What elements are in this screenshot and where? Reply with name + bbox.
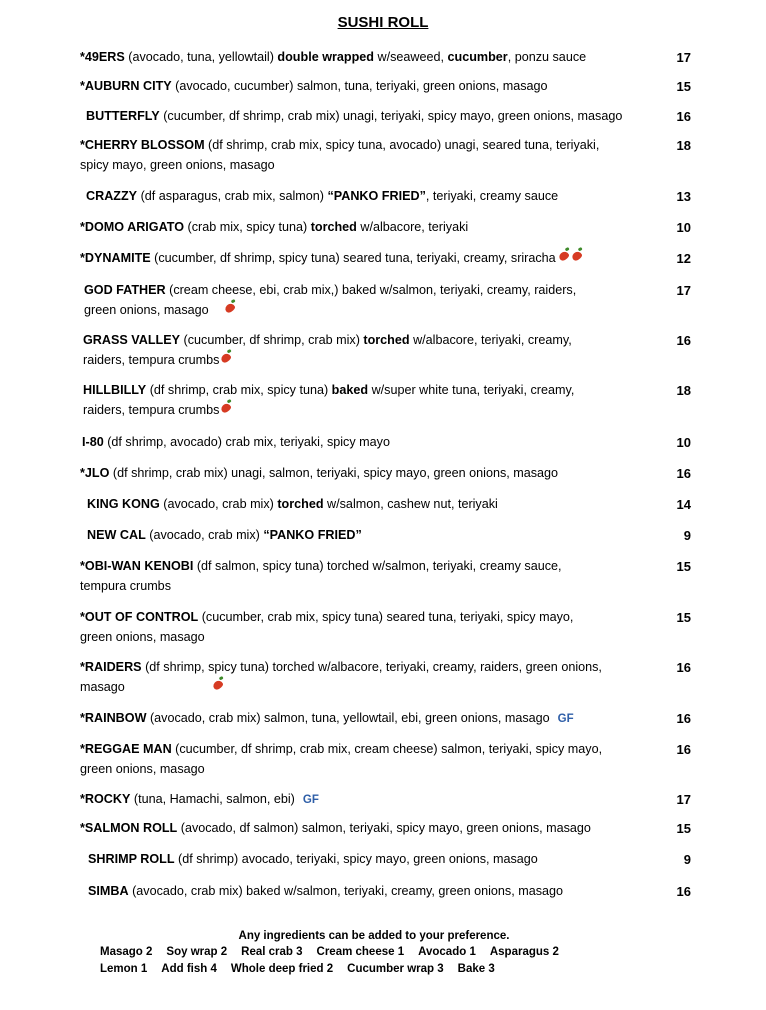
menu-item-price: 12 bbox=[676, 251, 691, 266]
menu-item-name: *RAINBOW bbox=[80, 711, 147, 725]
menu-item-text: w/super white tuna, teriyaki, creamy, bbox=[368, 383, 575, 397]
menu-item-text: (avocado, crab mix) bbox=[145, 528, 264, 542]
menu-item-text: (avocado, crab mix) bbox=[159, 497, 278, 511]
menu-item-price: 16 bbox=[676, 109, 691, 124]
menu-item-text: (cucumber, crab mix, spicy tuna) seared tuna, teriyaki, spicy mayo, bbox=[198, 610, 574, 624]
menu-item-description bbox=[87, 526, 362, 546]
menu-item-price: 15 bbox=[676, 821, 691, 836]
menu-item-text: (cucumber, df shrimp, spicy tuna) seared tuna, teriyaki, creamy, sriracha bbox=[150, 251, 556, 265]
menu-item-price: 16 bbox=[676, 711, 691, 726]
menu-item-description bbox=[80, 464, 558, 484]
menu-item-name: NEW CAL bbox=[87, 528, 146, 542]
menu-item-description bbox=[87, 495, 498, 515]
menu-item-name: HILLBILLY bbox=[83, 383, 147, 397]
menu-item-text: w/albacore, teriyaki bbox=[356, 220, 469, 234]
menu-item-name: I-80 bbox=[82, 435, 104, 449]
add-on-option: Masago 2 bbox=[100, 946, 153, 958]
menu-item-text: torched bbox=[310, 220, 357, 234]
menu-item-text: baked bbox=[331, 383, 369, 397]
menu-item-description bbox=[80, 608, 573, 647]
menu-item-name: GRASS VALLEY bbox=[83, 333, 181, 347]
menu-item-name: CRAZZY bbox=[86, 189, 138, 203]
menu-item-price: 16 bbox=[676, 884, 691, 899]
menu-item-description bbox=[82, 433, 390, 453]
add-on-option: Asparagus 2 bbox=[489, 946, 559, 958]
add-on-option: Avocado 1 bbox=[418, 946, 476, 958]
menu-item-text: w/salmon, cashew nut, teriyaki bbox=[323, 497, 498, 511]
menu-item-description bbox=[80, 790, 319, 811]
chili-pepper-icon bbox=[570, 250, 583, 262]
chili-pepper-icon bbox=[557, 250, 570, 262]
menu-item-description bbox=[80, 709, 574, 730]
menu-item-description bbox=[80, 218, 468, 238]
menu-item-price: 18 bbox=[676, 138, 691, 153]
menu-item-text: “PANKO FRIED” bbox=[263, 528, 362, 542]
menu-item-text: torched bbox=[363, 333, 410, 347]
menu-item-description bbox=[80, 77, 548, 97]
menu-item-description bbox=[86, 107, 622, 127]
menu-item-description bbox=[80, 658, 602, 697]
menu-item-price: 16 bbox=[676, 333, 691, 348]
add-on-option: Real crab 3 bbox=[241, 946, 303, 958]
menu-item-description bbox=[88, 850, 538, 870]
gluten-free-badge: GF bbox=[557, 713, 574, 725]
menu-item-price: 16 bbox=[676, 466, 691, 481]
menu-item-text: (avocado, df salmon) salmon, teriyaki, spicy mayo, green onions, masago bbox=[177, 821, 591, 835]
footer-note: Any ingredients can be added to your preference. bbox=[238, 930, 510, 942]
chili-pepper-icon bbox=[220, 352, 233, 364]
chili-pepper-icon bbox=[212, 679, 225, 691]
menu-item-text-line2: spicy mayo, green onions, masago bbox=[80, 157, 275, 172]
add-on-row-1 bbox=[100, 946, 573, 958]
menu-item-text: (avocado, tuna, yellowtail) bbox=[124, 50, 278, 64]
gluten-free-badge: GF bbox=[302, 794, 319, 806]
menu-item-text: , teriyaki, creamy sauce bbox=[425, 189, 559, 203]
add-on-option: Cucumber wrap 3 bbox=[347, 963, 444, 975]
menu-item-price: 16 bbox=[676, 660, 691, 675]
menu-item-price: 16 bbox=[676, 742, 691, 757]
menu-item-name: *SALMON ROLL bbox=[80, 821, 178, 835]
menu-item-name: GOD FATHER bbox=[84, 283, 166, 297]
menu-item-text: (cucumber, df shrimp, crab mix) bbox=[180, 333, 364, 347]
menu-item-price: 17 bbox=[676, 283, 691, 298]
menu-item-text-line2: green onions, masago bbox=[80, 629, 205, 644]
menu-item-name: *49ERS bbox=[80, 50, 125, 64]
menu-item-name: *CHERRY BLOSSOM bbox=[80, 138, 205, 152]
menu-item-name: *DOMO ARIGATO bbox=[80, 220, 185, 234]
menu-item-name: SIMBA bbox=[88, 884, 129, 898]
menu-item-text-line2: tempura crumbs bbox=[80, 578, 171, 593]
menu-item-text: (df salmon, spicy tuna) torched w/salmon, teriyaki, creamy sauce, bbox=[193, 559, 562, 573]
menu-item-price: 14 bbox=[676, 497, 691, 512]
menu-item-price: 15 bbox=[676, 79, 691, 94]
chili-pepper-icon bbox=[223, 302, 236, 314]
menu-item-text: (df shrimp, crab mix, spicy tuna, avocado) unagi, seared tuna, teriyaki, bbox=[204, 138, 600, 152]
menu-item-text: torched bbox=[277, 497, 324, 511]
menu-item-text: (avocado, crab mix) salmon, tuna, yellowtail, ebi, green onions, masago bbox=[146, 711, 550, 725]
menu-item-text: w/seaweed, bbox=[373, 50, 448, 64]
menu-item-name: SHRIMP ROLL bbox=[88, 852, 175, 866]
menu-item-text-line2: raiders, tempura crumbs bbox=[83, 352, 220, 367]
menu-item-price: 9 bbox=[683, 852, 691, 867]
add-on-option: Cream cheese 1 bbox=[316, 946, 405, 958]
menu-item-text: “PANKO FRIED” bbox=[327, 189, 426, 203]
menu-item-text: (avocado, cucumber) salmon, tuna, teriyaki, green onions, masago bbox=[171, 79, 548, 93]
menu-item-name: *AUBURN CITY bbox=[80, 79, 172, 93]
menu-item-text-line2: masago bbox=[80, 679, 125, 694]
menu-item-name: *RAIDERS bbox=[80, 660, 142, 674]
menu-item-text: cucumber bbox=[447, 50, 508, 64]
menu-item-description bbox=[80, 740, 602, 779]
menu-item-price: 10 bbox=[676, 435, 691, 450]
menu-item-text: , ponzu sauce bbox=[507, 50, 587, 64]
menu-item-text-line2: green onions, masago bbox=[84, 302, 209, 317]
chili-pepper-icon bbox=[220, 402, 233, 414]
page-title: SUSHI ROLL bbox=[337, 14, 429, 31]
menu-item-price: 13 bbox=[676, 189, 691, 204]
menu-item-price: 17 bbox=[676, 792, 691, 807]
menu-item-name: *REGGAE MAN bbox=[80, 742, 172, 756]
menu-item-text: (df shrimp) avocado, teriyaki, spicy mayo, green onions, masago bbox=[174, 852, 538, 866]
menu-item-price: 18 bbox=[676, 383, 691, 398]
menu-item-name: *OUT OF CONTROL bbox=[80, 610, 199, 624]
add-on-row-2 bbox=[100, 963, 509, 975]
menu-item-description bbox=[83, 381, 574, 420]
menu-item-text: (crab mix, spicy tuna) bbox=[184, 220, 311, 234]
menu-item-price: 15 bbox=[676, 610, 691, 625]
menu-item-text: (df shrimp, avocado) crab mix, teriyaki, spicy mayo bbox=[103, 435, 390, 449]
menu-item-text: (tuna, Hamachi, salmon, ebi) bbox=[130, 792, 295, 806]
menu-item-text: (df shrimp, crab mix) unagi, salmon, teriyaki, spicy mayo, green onions, masago bbox=[109, 466, 559, 480]
add-on-option: Whole deep fried 2 bbox=[230, 963, 334, 975]
menu-item-text: (cream cheese, ebi, crab mix,) baked w/salmon, teriyaki, creamy, raiders, bbox=[165, 283, 577, 297]
menu-item-price: 15 bbox=[676, 559, 691, 574]
menu-item-text-line2: raiders, tempura crumbs bbox=[83, 402, 220, 417]
menu-item-name: *ROCKY bbox=[80, 792, 131, 806]
menu-item-description bbox=[86, 187, 558, 207]
menu-item-description bbox=[84, 281, 576, 320]
menu-item-text: (df shrimp, spicy tuna) torched w/albacore, teriyaki, creamy, raiders, green onions, bbox=[141, 660, 602, 674]
menu-item-description bbox=[80, 48, 586, 68]
menu-item-name: KING KONG bbox=[87, 497, 160, 511]
menu-item-description bbox=[80, 136, 599, 175]
menu-item-name: *JLO bbox=[80, 466, 110, 480]
menu-item-price: 10 bbox=[676, 220, 691, 235]
menu-item-text: (df asparagus, crab mix, salmon) bbox=[137, 189, 328, 203]
menu-item-text: (avocado, crab mix) baked w/salmon, teriyaki, creamy, green onions, masago bbox=[128, 884, 564, 898]
menu-item-name: BUTTERFLY bbox=[86, 109, 160, 123]
add-on-option: Soy wrap 2 bbox=[166, 946, 228, 958]
menu-item-name: *OBI-WAN KENOBI bbox=[80, 559, 194, 573]
menu-item-price: 17 bbox=[676, 50, 691, 65]
menu-item-text-line2: green onions, masago bbox=[80, 761, 205, 776]
menu-item-text: w/albacore, teriyaki, creamy, bbox=[409, 333, 572, 347]
menu-item-text: (cucumber, df shrimp, crab mix, cream cheese) salmon, teriyaki, spicy mayo, bbox=[171, 742, 603, 756]
menu-item-description bbox=[80, 819, 591, 839]
footer bbox=[0, 930, 766, 975]
menu-item-description bbox=[83, 331, 572, 370]
menu-item-description bbox=[80, 557, 562, 596]
menu-item-text: (df shrimp, crab mix, spicy tuna) bbox=[146, 383, 332, 397]
add-on-option: Add fish 4 bbox=[161, 963, 217, 975]
menu-item-text: (cucumber, df shrimp, crab mix) unagi, teriyaki, spicy mayo, green onions, masago bbox=[159, 109, 623, 123]
menu-item-price: 9 bbox=[683, 528, 691, 543]
menu-item-description bbox=[88, 882, 563, 902]
menu-item-description bbox=[80, 249, 582, 269]
add-on-option: Lemon 1 bbox=[100, 963, 148, 975]
add-on-option: Bake 3 bbox=[457, 963, 495, 975]
menu-item-text: double wrapped bbox=[277, 50, 374, 64]
menu-item-name: *DYNAMITE bbox=[80, 251, 151, 265]
